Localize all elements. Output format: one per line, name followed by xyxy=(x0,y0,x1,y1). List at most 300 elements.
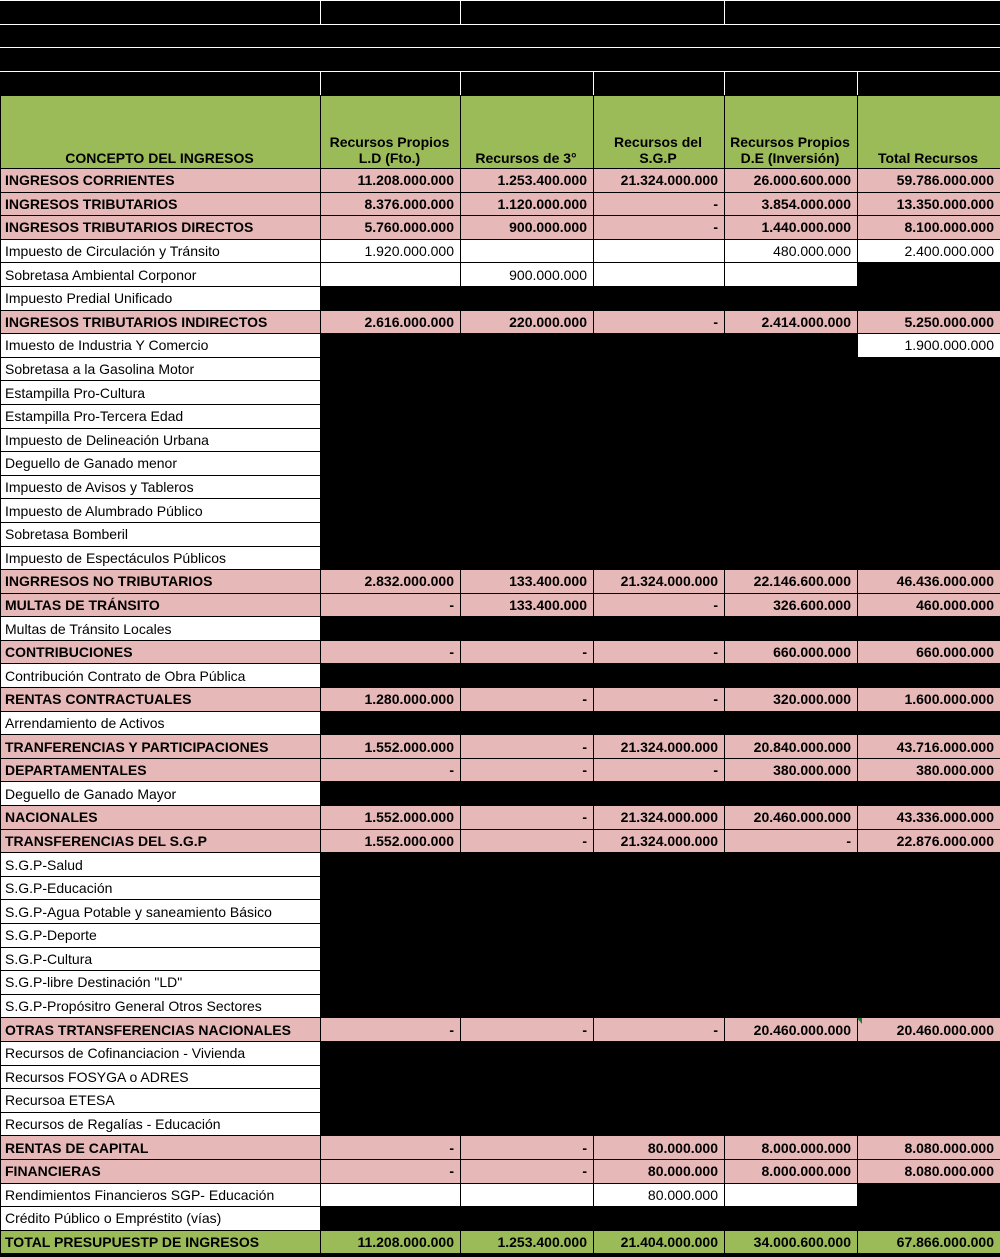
amount-cell[interactable]: 8.080.000.000 xyxy=(858,1159,1000,1183)
amount-cell[interactable] xyxy=(725,381,858,405)
amount-cell[interactable]: 8.080.000.000 xyxy=(858,1136,1000,1160)
amount-cell[interactable]: - xyxy=(461,688,594,712)
amount-cell[interactable]: - xyxy=(594,688,725,712)
amount-cell[interactable] xyxy=(461,876,594,900)
amount-cell[interactable]: 1.253.400.000 xyxy=(461,1230,594,1254)
amount-cell[interactable]: 1.440.000.000 xyxy=(725,216,858,240)
amount-cell[interactable] xyxy=(321,522,461,546)
amount-cell[interactable]: 660.000.000 xyxy=(725,640,858,664)
concept-cell[interactable]: MULTAS DE TRÁNSITO xyxy=(1,593,321,617)
amount-cell[interactable] xyxy=(461,404,594,428)
amount-cell[interactable] xyxy=(725,947,858,971)
concept-cell[interactable]: Deguello de Ganado menor xyxy=(1,452,321,476)
amount-cell[interactable]: - xyxy=(725,829,858,853)
concept-cell[interactable]: Impuesto de Espectáculos Públicos xyxy=(1,546,321,570)
amount-cell[interactable]: 1.253.400.000 xyxy=(461,169,594,193)
amount-cell[interactable] xyxy=(725,994,858,1018)
amount-cell[interactable] xyxy=(321,876,461,900)
amount-cell[interactable]: 3.854.000.000 xyxy=(725,192,858,216)
amount-cell[interactable] xyxy=(725,546,858,570)
amount-cell[interactable]: 480.000.000 xyxy=(725,239,858,263)
amount-cell[interactable] xyxy=(725,263,858,287)
column-header[interactable]: Total Recursos xyxy=(858,96,1000,169)
concept-cell[interactable]: Sobretasa Ambiental Corponor xyxy=(1,263,321,287)
amount-cell[interactable] xyxy=(461,711,594,735)
amount-cell[interactable] xyxy=(858,711,1000,735)
amount-cell[interactable]: 20.460.000.000 xyxy=(858,1018,1000,1042)
amount-cell[interactable]: - xyxy=(594,1018,725,1042)
amount-cell[interactable] xyxy=(858,900,1000,924)
amount-cell[interactable]: - xyxy=(461,1018,594,1042)
detail-row xyxy=(1,1065,1000,1089)
concept-cell[interactable]: Recursos de Cofinanciacion - Vivienda xyxy=(1,1041,321,1065)
amount-cell[interactable]: - xyxy=(321,1159,461,1183)
detail-row xyxy=(1,381,1000,405)
concept-cell[interactable]: INGRESOS CORRIENTES xyxy=(1,169,321,193)
amount-cell[interactable] xyxy=(858,381,1000,405)
amount-cell[interactable] xyxy=(321,947,461,971)
amount-cell[interactable] xyxy=(594,381,725,405)
amount-cell[interactable] xyxy=(321,286,461,310)
amount-cell[interactable] xyxy=(321,404,461,428)
amount-cell[interactable]: 220.000.000 xyxy=(461,310,594,334)
amount-cell[interactable] xyxy=(321,617,461,641)
amount-cell[interactable]: 1.120.000.000 xyxy=(461,192,594,216)
title-row-border xyxy=(0,71,1000,72)
concept-cell[interactable]: Imuesto de Industria Y Comercio xyxy=(1,334,321,358)
amount-cell[interactable]: - xyxy=(321,1136,461,1160)
amount-cell[interactable] xyxy=(461,286,594,310)
amount-cell[interactable]: 11.208.000.000 xyxy=(321,1230,461,1254)
amount-cell[interactable]: 21.404.000.000 xyxy=(594,1230,725,1254)
amount-cell[interactable] xyxy=(321,428,461,452)
amount-cell[interactable]: - xyxy=(461,758,594,782)
amount-cell[interactable] xyxy=(725,1041,858,1065)
concept-cell[interactable]: Recursoa ETESA xyxy=(1,1089,321,1113)
amount-cell[interactable]: 2.832.000.000 xyxy=(321,570,461,594)
column-header[interactable]: Recursos del S.G.P xyxy=(594,96,725,169)
amount-cell[interactable] xyxy=(461,900,594,924)
concept-cell[interactable]: Impuesto Predial Unificado xyxy=(1,286,321,310)
amount-cell[interactable] xyxy=(594,1089,725,1113)
amount-cell[interactable] xyxy=(461,1065,594,1089)
amount-cell[interactable] xyxy=(725,711,858,735)
amount-cell[interactable] xyxy=(594,475,725,499)
concept-cell[interactable]: Sobretasa Bomberil xyxy=(1,522,321,546)
concept-cell[interactable]: Multas de Tránsito Locales xyxy=(1,617,321,641)
amount-cell[interactable] xyxy=(594,286,725,310)
amount-cell[interactable] xyxy=(725,1112,858,1136)
concept-cell[interactable]: INGRRESOS NO TRIBUTARIOS xyxy=(1,570,321,594)
amount-cell[interactable]: 80.000.000 xyxy=(594,1136,725,1160)
amount-cell[interactable] xyxy=(594,1065,725,1089)
amount-cell[interactable] xyxy=(321,1041,461,1065)
amount-cell[interactable] xyxy=(321,1112,461,1136)
amount-cell[interactable] xyxy=(321,499,461,523)
amount-cell[interactable] xyxy=(321,334,461,358)
concept-cell[interactable]: S.G.P-Deporte xyxy=(1,924,321,948)
concept-cell[interactable]: Impuesto de Alumbrado Público xyxy=(1,499,321,523)
amount-cell[interactable] xyxy=(461,664,594,688)
amount-cell[interactable] xyxy=(594,357,725,381)
amount-cell[interactable]: - xyxy=(461,806,594,830)
amount-cell[interactable] xyxy=(594,1112,725,1136)
amount-cell[interactable] xyxy=(858,1089,1000,1113)
amount-cell[interactable] xyxy=(461,971,594,995)
concept-cell[interactable]: TRANFERENCIAS Y PARTICIPACIONES xyxy=(1,735,321,759)
detail-row xyxy=(1,404,1000,428)
amount-cell[interactable] xyxy=(321,971,461,995)
amount-cell[interactable] xyxy=(858,782,1000,806)
amount-cell[interactable]: 11.208.000.000 xyxy=(321,169,461,193)
concept-cell[interactable]: FINANCIERAS xyxy=(1,1159,321,1183)
concept-cell[interactable]: Estampilla Pro-Cultura xyxy=(1,381,321,405)
concept-cell[interactable]: RENTAS DE CAPITAL xyxy=(1,1136,321,1160)
subtotal-row xyxy=(1,216,1000,240)
amount-cell[interactable]: - xyxy=(594,310,725,334)
amount-cell[interactable] xyxy=(725,924,858,948)
amount-cell[interactable] xyxy=(858,286,1000,310)
subtotal-row xyxy=(1,310,1000,334)
amount-cell[interactable]: 380.000.000 xyxy=(725,758,858,782)
amount-cell[interactable] xyxy=(461,239,594,263)
amount-cell[interactable]: - xyxy=(594,640,725,664)
amount-cell[interactable] xyxy=(321,357,461,381)
amount-cell[interactable] xyxy=(594,664,725,688)
amount-cell[interactable] xyxy=(858,947,1000,971)
amount-cell[interactable]: 2.400.000.000 xyxy=(858,239,1000,263)
amount-cell[interactable] xyxy=(594,876,725,900)
amount-cell[interactable] xyxy=(594,994,725,1018)
amount-cell[interactable] xyxy=(725,664,858,688)
amount-cell[interactable] xyxy=(858,924,1000,948)
concept-cell[interactable]: OTRAS TRTANSFERENCIAS NACIONALES xyxy=(1,1018,321,1042)
amount-cell[interactable] xyxy=(858,546,1000,570)
concept-cell[interactable]: Crédito Público o Empréstito (vías) xyxy=(1,1207,321,1231)
column-header[interactable]: Recursos Propios D.E (Inversión) xyxy=(725,96,858,169)
amount-cell[interactable] xyxy=(321,1183,461,1207)
concept-cell[interactable]: Estampilla Pro-Tercera Edad xyxy=(1,404,321,428)
amount-cell[interactable] xyxy=(725,475,858,499)
concept-cell[interactable]: RENTAS CONTRACTUALES xyxy=(1,688,321,712)
amount-cell[interactable] xyxy=(594,522,725,546)
concept-cell[interactable]: INGRESOS TRIBUTARIOS DIRECTOS xyxy=(1,216,321,240)
amount-cell[interactable] xyxy=(858,428,1000,452)
amount-cell[interactable]: 80.000.000 xyxy=(594,1183,725,1207)
amount-cell[interactable]: 660.000.000 xyxy=(858,640,1000,664)
concept-cell[interactable]: S.G.P-libre Destinación "LD" xyxy=(1,971,321,995)
amount-cell[interactable]: 380.000.000 xyxy=(858,758,1000,782)
amount-cell[interactable] xyxy=(461,475,594,499)
concept-cell[interactable]: DEPARTAMENTALES xyxy=(1,758,321,782)
amount-cell[interactable]: 8.376.000.000 xyxy=(321,192,461,216)
amount-cell[interactable]: - xyxy=(321,758,461,782)
amount-cell[interactable]: 21.324.000.000 xyxy=(594,806,725,830)
amount-cell[interactable] xyxy=(858,263,1000,287)
detail-row xyxy=(1,239,1000,263)
amount-cell[interactable]: - xyxy=(461,1136,594,1160)
amount-cell[interactable] xyxy=(461,452,594,476)
budget-table xyxy=(0,95,1000,1254)
concept-cell[interactable]: S.G.P-Educación xyxy=(1,876,321,900)
amount-cell[interactable] xyxy=(594,1041,725,1065)
amount-cell[interactable] xyxy=(725,1065,858,1089)
amount-cell[interactable] xyxy=(858,994,1000,1018)
amount-cell[interactable]: 1.900.000.000 xyxy=(858,334,1000,358)
amount-cell[interactable]: - xyxy=(321,593,461,617)
amount-cell[interactable] xyxy=(321,924,461,948)
comment-indicator-icon xyxy=(857,1018,862,1024)
amount-cell[interactable] xyxy=(858,499,1000,523)
amount-cell[interactable]: 1.920.000.000 xyxy=(321,239,461,263)
amount-cell[interactable] xyxy=(858,876,1000,900)
amount-cell[interactable] xyxy=(461,1112,594,1136)
amount-cell[interactable] xyxy=(594,853,725,877)
amount-cell[interactable]: 59.786.000.000 xyxy=(858,169,1000,193)
amount-cell[interactable] xyxy=(594,239,725,263)
amount-cell[interactable] xyxy=(725,428,858,452)
amount-cell[interactable] xyxy=(858,522,1000,546)
amount-cell[interactable] xyxy=(461,947,594,971)
amount-cell[interactable] xyxy=(594,428,725,452)
amount-cell[interactable]: 20.840.000.000 xyxy=(725,735,858,759)
concept-cell[interactable]: Rendimientos Financieros SGP- Educación xyxy=(1,1183,321,1207)
amount-cell[interactable]: - xyxy=(594,758,725,782)
amount-cell[interactable] xyxy=(594,900,725,924)
amount-cell[interactable]: - xyxy=(461,1159,594,1183)
concept-cell[interactable]: Sobretasa a la Gasolina Motor xyxy=(1,357,321,381)
amount-cell[interactable]: - xyxy=(594,192,725,216)
amount-cell[interactable]: 133.400.000 xyxy=(461,570,594,594)
detail-row xyxy=(1,475,1000,499)
amount-cell[interactable] xyxy=(321,711,461,735)
amount-cell[interactable]: 8.100.000.000 xyxy=(858,216,1000,240)
amount-cell[interactable] xyxy=(725,617,858,641)
amount-cell[interactable]: 5.760.000.000 xyxy=(321,216,461,240)
amount-cell[interactable] xyxy=(594,947,725,971)
amount-cell[interactable]: 22.876.000.000 xyxy=(858,829,1000,853)
amount-cell[interactable]: 133.400.000 xyxy=(461,593,594,617)
concept-cell[interactable]: TOTAL PRESUPUESTP DE INGRESOS xyxy=(1,1230,321,1254)
amount-cell[interactable]: 460.000.000 xyxy=(858,593,1000,617)
amount-cell[interactable]: - xyxy=(594,593,725,617)
amount-cell[interactable]: - xyxy=(461,829,594,853)
amount-cell[interactable] xyxy=(461,1207,594,1231)
amount-cell[interactable] xyxy=(461,334,594,358)
amount-cell[interactable] xyxy=(594,924,725,948)
column-header[interactable]: CONCEPTO DEL INGRESOS xyxy=(1,96,321,169)
amount-cell[interactable] xyxy=(725,286,858,310)
amount-cell[interactable] xyxy=(858,357,1000,381)
amount-cell[interactable] xyxy=(858,1112,1000,1136)
detail-row xyxy=(1,664,1000,688)
amount-cell[interactable]: 900.000.000 xyxy=(461,263,594,287)
amount-cell[interactable] xyxy=(725,900,858,924)
amount-cell[interactable] xyxy=(858,1207,1000,1231)
amount-cell[interactable] xyxy=(594,1207,725,1231)
amount-cell[interactable] xyxy=(594,499,725,523)
amount-cell[interactable]: 2.616.000.000 xyxy=(321,310,461,334)
concept-cell[interactable]: Impuesto de Avisos y Tableros xyxy=(1,475,321,499)
concept-cell[interactable]: INGRESOS TRIBUTARIOS xyxy=(1,192,321,216)
concept-cell[interactable]: Recursos de Regalías - Educación xyxy=(1,1112,321,1136)
amount-cell[interactable]: 1.552.000.000 xyxy=(321,806,461,830)
amount-cell[interactable] xyxy=(321,994,461,1018)
amount-cell[interactable]: - xyxy=(461,640,594,664)
amount-cell[interactable]: 43.716.000.000 xyxy=(858,735,1000,759)
concept-cell[interactable]: TRANSFERENCIAS DEL S.G.P xyxy=(1,829,321,853)
amount-cell[interactable] xyxy=(321,263,461,287)
amount-cell[interactable]: 13.350.000.000 xyxy=(858,192,1000,216)
amount-cell[interactable]: - xyxy=(461,735,594,759)
amount-cell[interactable] xyxy=(321,900,461,924)
amount-cell[interactable] xyxy=(725,971,858,995)
amount-cell[interactable] xyxy=(858,1183,1000,1207)
amount-cell[interactable] xyxy=(461,617,594,641)
detail-row xyxy=(1,1041,1000,1065)
concept-cell[interactable]: INGRESOS TRIBUTARIOS INDIRECTOS xyxy=(1,310,321,334)
subtotal-row xyxy=(1,829,1000,853)
amount-cell[interactable] xyxy=(858,664,1000,688)
concept-cell[interactable]: Deguello de Ganado Mayor xyxy=(1,782,321,806)
detail-row xyxy=(1,334,1000,358)
subtotal-row xyxy=(1,806,1000,830)
amount-cell[interactable]: 5.250.000.000 xyxy=(858,310,1000,334)
amount-cell[interactable] xyxy=(725,499,858,523)
concept-cell[interactable]: CONTRIBUCIONES xyxy=(1,640,321,664)
subtotal-row xyxy=(1,593,1000,617)
amount-cell[interactable] xyxy=(321,853,461,877)
amount-cell[interactable] xyxy=(321,475,461,499)
concept-cell[interactable]: Impuesto de Delineación Urbana xyxy=(1,428,321,452)
amount-cell[interactable] xyxy=(461,357,594,381)
amount-cell[interactable]: 2.414.000.000 xyxy=(725,310,858,334)
amount-cell[interactable] xyxy=(858,404,1000,428)
amount-cell[interactable] xyxy=(594,263,725,287)
amount-cell[interactable] xyxy=(858,853,1000,877)
amount-cell[interactable]: 43.336.000.000 xyxy=(858,806,1000,830)
concept-cell[interactable]: S.G.P-Cultura xyxy=(1,947,321,971)
amount-cell[interactable]: 26.000.600.000 xyxy=(725,169,858,193)
amount-cell[interactable]: 46.436.000.000 xyxy=(858,570,1000,594)
amount-cell[interactable] xyxy=(858,1041,1000,1065)
detail-row xyxy=(1,924,1000,948)
amount-cell[interactable]: 326.600.000 xyxy=(725,593,858,617)
concept-cell[interactable]: S.G.P-Propósitro General Otros Sectores xyxy=(1,994,321,1018)
amount-cell[interactable]: 1.552.000.000 xyxy=(321,829,461,853)
amount-cell[interactable] xyxy=(594,404,725,428)
amount-cell[interactable] xyxy=(725,853,858,877)
amount-cell[interactable]: 8.000.000.000 xyxy=(725,1159,858,1183)
amount-cell[interactable]: 8.000.000.000 xyxy=(725,1136,858,1160)
amount-cell[interactable] xyxy=(461,853,594,877)
amount-cell[interactable] xyxy=(461,428,594,452)
amount-cell[interactable]: 80.000.000 xyxy=(594,1159,725,1183)
amount-cell[interactable] xyxy=(725,1089,858,1113)
amount-cell[interactable]: 1.552.000.000 xyxy=(321,735,461,759)
amount-cell[interactable] xyxy=(858,971,1000,995)
amount-cell[interactable] xyxy=(461,1041,594,1065)
amount-cell[interactable] xyxy=(594,971,725,995)
concept-cell[interactable]: Arrendamiento de Activos xyxy=(1,711,321,735)
amount-cell[interactable]: 21.324.000.000 xyxy=(594,735,725,759)
amount-cell[interactable] xyxy=(321,381,461,405)
amount-cell[interactable]: 21.324.000.000 xyxy=(594,570,725,594)
amount-cell[interactable] xyxy=(594,546,725,570)
amount-cell[interactable] xyxy=(725,1207,858,1231)
column-header[interactable]: Recursos de 3° xyxy=(461,96,594,169)
amount-cell[interactable]: 22.146.600.000 xyxy=(725,570,858,594)
amount-cell[interactable] xyxy=(321,546,461,570)
amount-cell[interactable] xyxy=(594,452,725,476)
amount-cell[interactable] xyxy=(321,1207,461,1231)
amount-cell[interactable]: - xyxy=(321,1018,461,1042)
amount-cell[interactable] xyxy=(461,782,594,806)
concept-cell[interactable]: S.G.P-Salud xyxy=(1,853,321,877)
amount-cell[interactable]: 1.600.000.000 xyxy=(858,688,1000,712)
amount-cell[interactable] xyxy=(594,782,725,806)
amount-cell[interactable] xyxy=(858,452,1000,476)
amount-cell[interactable] xyxy=(321,664,461,688)
amount-cell[interactable] xyxy=(461,546,594,570)
amount-cell[interactable] xyxy=(725,1183,858,1207)
amount-cell[interactable] xyxy=(725,876,858,900)
amount-cell[interactable] xyxy=(461,522,594,546)
amount-cell[interactable] xyxy=(461,381,594,405)
amount-cell[interactable] xyxy=(461,1089,594,1113)
amount-cell[interactable] xyxy=(321,452,461,476)
amount-cell[interactable] xyxy=(725,522,858,546)
concept-cell[interactable]: Impuesto de Circulación y Tránsito xyxy=(1,239,321,263)
amount-cell[interactable] xyxy=(858,475,1000,499)
amount-cell[interactable]: - xyxy=(594,216,725,240)
amount-cell[interactable] xyxy=(321,782,461,806)
column-header[interactable]: Recursos Propios L.D (Fto.) xyxy=(321,96,461,169)
amount-cell[interactable] xyxy=(594,334,725,358)
concept-cell[interactable]: S.G.P-Agua Potable y saneamiento Básico xyxy=(1,900,321,924)
amount-cell[interactable] xyxy=(461,499,594,523)
amount-cell[interactable]: 20.460.000.000 xyxy=(725,1018,858,1042)
detail-row xyxy=(1,263,1000,287)
amount-cell[interactable] xyxy=(461,924,594,948)
concept-cell[interactable]: Contribución Contrato de Obra Pública xyxy=(1,664,321,688)
concept-cell[interactable]: NACIONALES xyxy=(1,806,321,830)
amount-cell[interactable] xyxy=(725,782,858,806)
amount-cell[interactable] xyxy=(725,334,858,358)
amount-cell[interactable] xyxy=(725,452,858,476)
amount-cell[interactable] xyxy=(725,404,858,428)
amount-cell[interactable]: 67.866.000.000 xyxy=(858,1230,1000,1254)
amount-cell[interactable]: 900.000.000 xyxy=(461,216,594,240)
amount-cell[interactable]: 21.324.000.000 xyxy=(594,169,725,193)
amount-cell[interactable] xyxy=(858,1065,1000,1089)
amount-cell[interactable] xyxy=(461,994,594,1018)
concept-cell[interactable]: Recursos FOSYGA o ADRES xyxy=(1,1065,321,1089)
amount-cell[interactable] xyxy=(461,1183,594,1207)
amount-cell[interactable]: - xyxy=(321,640,461,664)
amount-cell[interactable]: 1.280.000.000 xyxy=(321,688,461,712)
amount-cell[interactable]: 20.460.000.000 xyxy=(725,806,858,830)
amount-cell[interactable] xyxy=(321,1089,461,1113)
amount-cell[interactable] xyxy=(594,617,725,641)
amount-cell[interactable]: 21.324.000.000 xyxy=(594,829,725,853)
amount-cell[interactable]: 320.000.000 xyxy=(725,688,858,712)
amount-cell[interactable] xyxy=(858,617,1000,641)
amount-cell[interactable] xyxy=(594,711,725,735)
amount-cell[interactable] xyxy=(321,1065,461,1089)
amount-cell[interactable] xyxy=(725,357,858,381)
amount-cell[interactable]: 34.000.600.000 xyxy=(725,1230,858,1254)
